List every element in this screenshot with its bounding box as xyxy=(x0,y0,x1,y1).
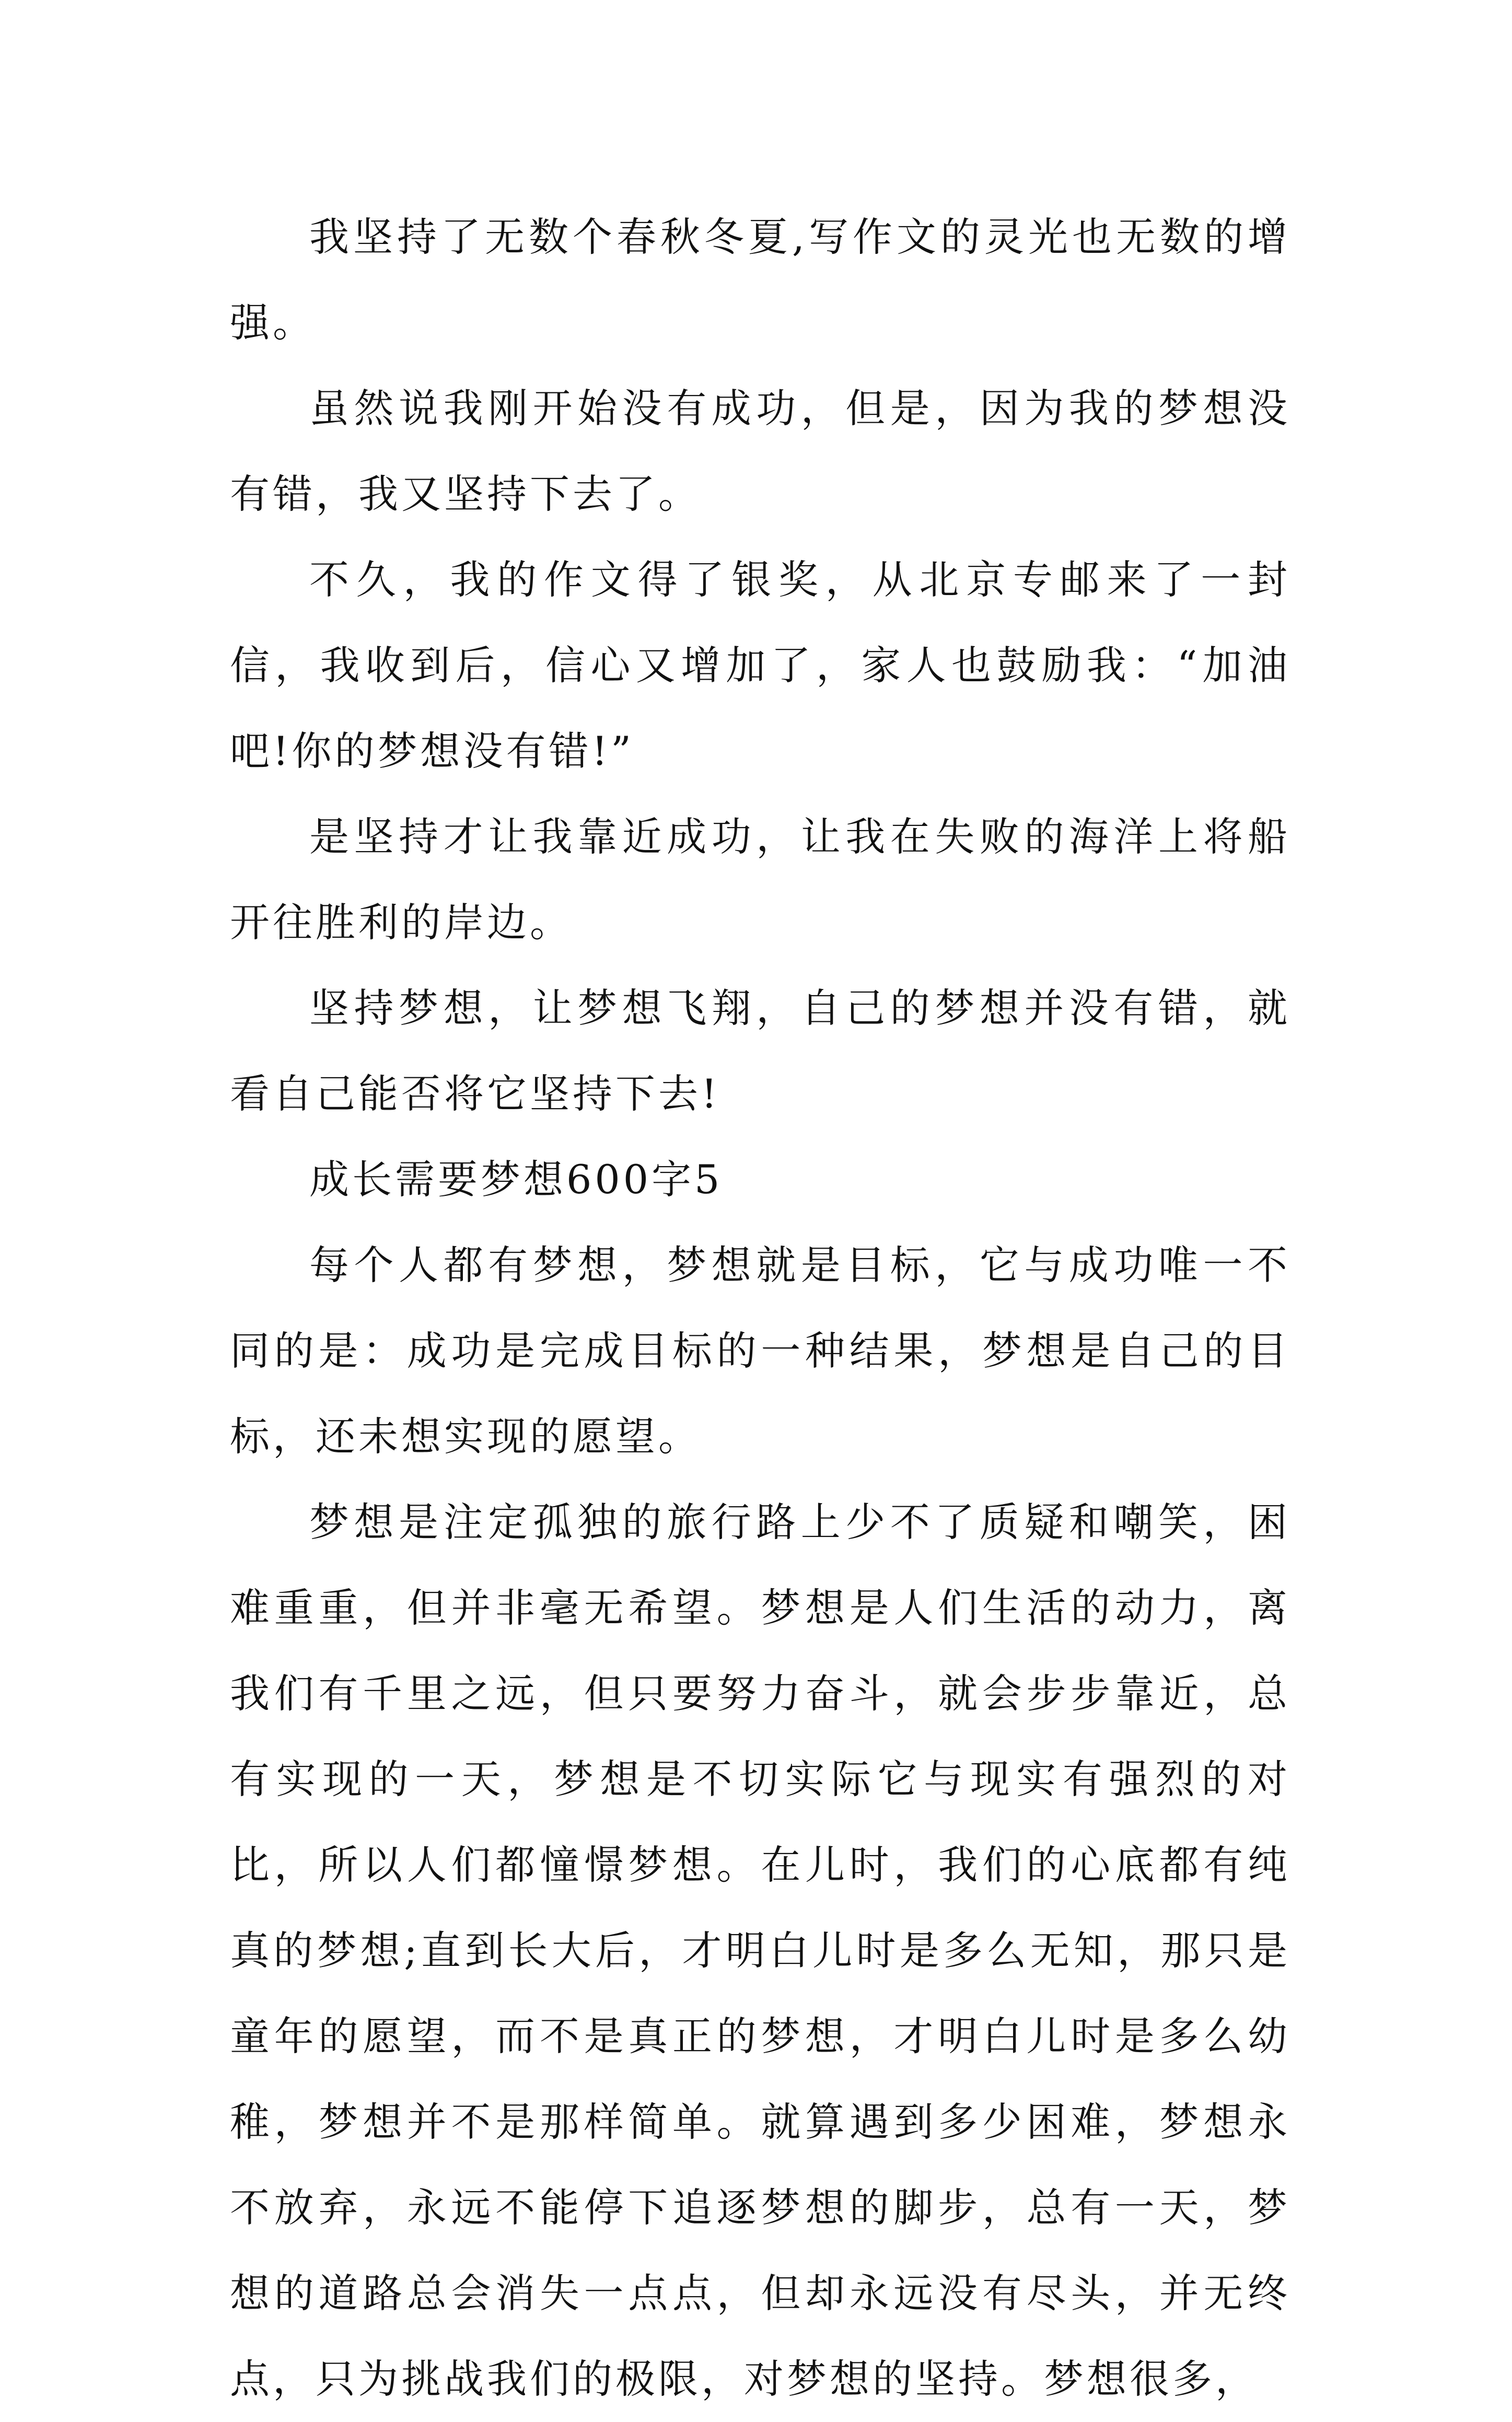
paragraph-7: 梦想是注定孤独的旅行路上少不了质疑和嘲笑，困难重重，但并非毫无希望。梦想是人们生活的动力，离我们有千里之远，但只要努力奋斗，就会步步靠近，总有实现的一天，梦想是不切实际它与现实有强烈的对比，所以人们都憧憬梦想。在儿时，我们的心底都有纯真的梦想;直到长大后，才明白儿时是多么无知，那只是童年的愿望，而不是真正的梦想，才明白儿时是多么幼稚，梦想并不是那样简单。就算遇到多少困难，梦想永不放弃，永远不能停下追逐梦想的脚步，总有一天，梦想的道路总会消失一点点，但却永远没有尽头，并无终点，只为挑战我们的极限，对梦想的坚持。梦想很多， xyxy=(230,1499,1290,2402)
paragraph-2: 虽然说我刚开始没有成功，但是，因为我的梦想没有错，我又坚持下去了。 xyxy=(230,385,1290,517)
paragraph-5: 坚持梦想，让梦想飞翔，自己的梦想并没有错，就看自己能否将它坚持下去! xyxy=(230,985,1290,1117)
document-body xyxy=(230,194,1290,2422)
paragraph-3: 不久，我的作文得了银奖，从北京专邮来了一封信，我收到后，信心又增加了，家人也鼓励我：“加油吧!你的梦想没有错!” xyxy=(230,556,1290,774)
section-title: 成长需要梦想600字5 xyxy=(309,1156,723,1203)
paragraph-4: 是坚持才让我靠近成功，让我在失败的海洋上将船开往胜利的岸边。 xyxy=(230,813,1290,946)
paragraph-6: 每个人都有梦想，梦想就是目标，它与成功唯一不同的是：成功是完成目标的一种结果，梦想是自己的目标，还未想实现的愿望。 xyxy=(230,1242,1290,1460)
paragraph-1: 我坚持了无数个春秋冬夏,写作文的灵光也无数的增强。 xyxy=(230,214,1290,346)
